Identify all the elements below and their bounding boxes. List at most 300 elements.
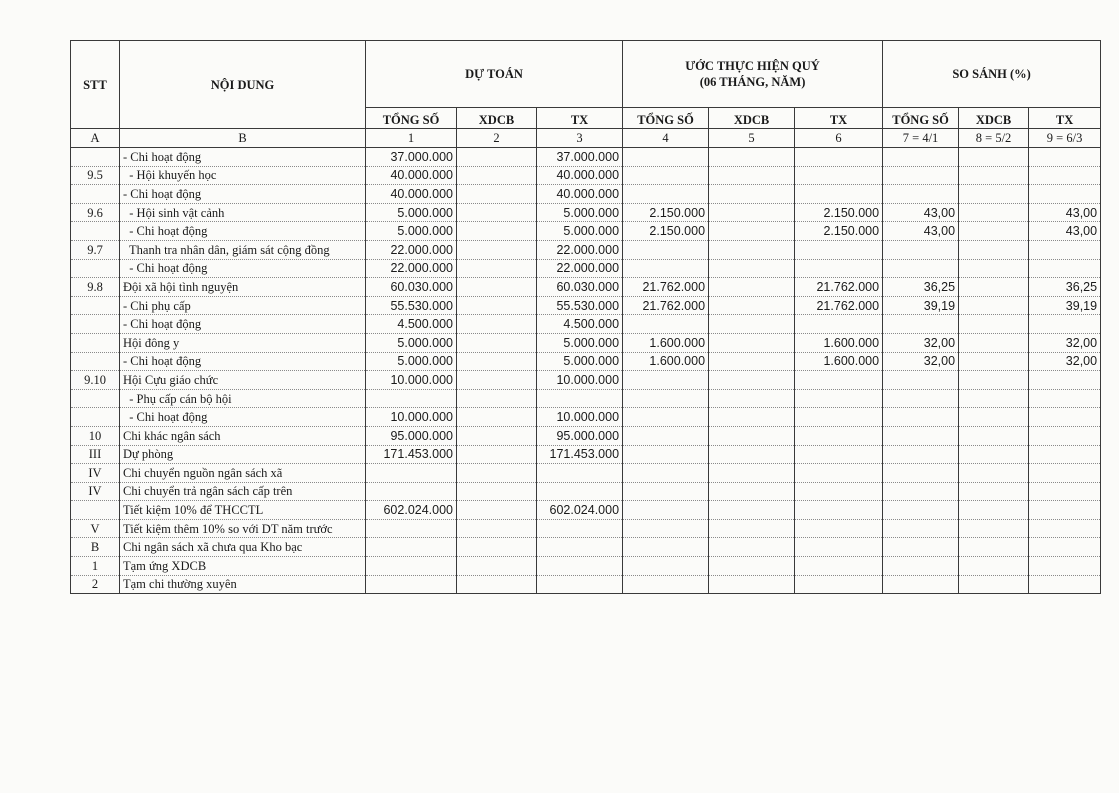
cell-so-sanh-xdcb bbox=[959, 352, 1029, 371]
cell-so-sanh-xdcb bbox=[959, 464, 1029, 483]
cell-so-sanh-tx bbox=[1029, 259, 1101, 278]
cell-du-toan-tx: 55.530.000 bbox=[537, 296, 623, 315]
cell-du-toan-xdcb bbox=[457, 278, 537, 297]
index-cell: 1 bbox=[366, 129, 457, 148]
cell-noi-dung: Chi ngân sách xã chưa qua Kho bạc bbox=[120, 538, 366, 557]
cell-so-sanh-tong-so bbox=[883, 259, 959, 278]
cell-so-sanh-tx bbox=[1029, 482, 1101, 501]
cell-so-sanh-tong-so bbox=[883, 371, 959, 390]
cell-uoc-tx: 2.150.000 bbox=[795, 203, 883, 222]
cell-uoc-tx bbox=[795, 185, 883, 204]
cell-noi-dung: Thanh tra nhân dân, giám sát cộng đồng bbox=[120, 240, 366, 259]
cell-uoc-xdcb bbox=[709, 148, 795, 167]
cell-so-sanh-tx bbox=[1029, 148, 1101, 167]
cell-so-sanh-xdcb bbox=[959, 538, 1029, 557]
cell-so-sanh-tong-so bbox=[883, 464, 959, 483]
cell-uoc-tx bbox=[795, 557, 883, 576]
table-row bbox=[71, 333, 1101, 352]
cell-du-toan-tx bbox=[537, 519, 623, 538]
cell-uoc-tx bbox=[795, 166, 883, 185]
cell-uoc-xdcb bbox=[709, 222, 795, 241]
cell-noi-dung: Chi chuyển nguồn ngân sách xã bbox=[120, 464, 366, 483]
cell-du-toan-xdcb bbox=[457, 426, 537, 445]
cell-so-sanh-tx bbox=[1029, 408, 1101, 427]
cell-noi-dung: Chi khác ngân sách bbox=[120, 426, 366, 445]
cell-so-sanh-tx bbox=[1029, 185, 1101, 204]
cell-uoc-tx bbox=[795, 519, 883, 538]
cell-du-toan-tong-so bbox=[366, 538, 457, 557]
table-row bbox=[71, 278, 1101, 297]
header-uoc-line1: ƯỚC THỰC HIỆN QUÝ bbox=[685, 59, 820, 73]
cell-uoc-tong-so bbox=[623, 259, 709, 278]
cell-stt bbox=[71, 222, 120, 241]
cell-uoc-tx: 1.600.000 bbox=[795, 333, 883, 352]
cell-so-sanh-tx bbox=[1029, 464, 1101, 483]
cell-du-toan-tx bbox=[537, 538, 623, 557]
subheader-du-toan-tx: TX bbox=[537, 108, 623, 129]
cell-du-toan-tx: 5.000.000 bbox=[537, 222, 623, 241]
column-index-row bbox=[71, 129, 1101, 148]
index-cell: 2 bbox=[457, 129, 537, 148]
header-uoc-thuc-hien bbox=[623, 41, 883, 108]
cell-du-toan-xdcb bbox=[457, 445, 537, 464]
cell-du-toan-xdcb bbox=[457, 575, 537, 594]
cell-so-sanh-tong-so bbox=[883, 575, 959, 594]
cell-noi-dung: - Hội sinh vật cảnh bbox=[120, 203, 366, 222]
cell-uoc-tx bbox=[795, 482, 883, 501]
cell-so-sanh-tong-so bbox=[883, 408, 959, 427]
table-row bbox=[71, 371, 1101, 390]
cell-uoc-xdcb bbox=[709, 240, 795, 259]
cell-uoc-tx bbox=[795, 315, 883, 334]
subheader-so-sanh-tong-so: TỔNG SỐ bbox=[883, 108, 959, 129]
cell-uoc-xdcb bbox=[709, 315, 795, 334]
cell-stt bbox=[71, 315, 120, 334]
table-row bbox=[71, 575, 1101, 594]
index-cell: 6 bbox=[795, 129, 883, 148]
cell-du-toan-xdcb bbox=[457, 482, 537, 501]
cell-du-toan-xdcb bbox=[457, 259, 537, 278]
cell-uoc-tong-so bbox=[623, 519, 709, 538]
cell-uoc-xdcb bbox=[709, 259, 795, 278]
cell-noi-dung: Tiết kiệm thêm 10% so với DT năm trước bbox=[120, 519, 366, 538]
cell-stt: V bbox=[71, 519, 120, 538]
cell-so-sanh-tx bbox=[1029, 575, 1101, 594]
table-row bbox=[71, 315, 1101, 334]
table-row bbox=[71, 166, 1101, 185]
cell-du-toan-xdcb bbox=[457, 352, 537, 371]
cell-du-toan-tong-so: 4.500.000 bbox=[366, 315, 457, 334]
cell-du-toan-xdcb bbox=[457, 501, 537, 520]
cell-so-sanh-xdcb bbox=[959, 408, 1029, 427]
cell-uoc-tong-so bbox=[623, 445, 709, 464]
table-row bbox=[71, 408, 1101, 427]
cell-du-toan-tx bbox=[537, 557, 623, 576]
cell-noi-dung: - Chi hoạt động bbox=[120, 148, 366, 167]
cell-uoc-tong-so: 2.150.000 bbox=[623, 203, 709, 222]
cell-uoc-tong-so bbox=[623, 315, 709, 334]
table-row bbox=[71, 501, 1101, 520]
cell-uoc-tx: 1.600.000 bbox=[795, 352, 883, 371]
table-row bbox=[71, 464, 1101, 483]
cell-so-sanh-xdcb bbox=[959, 185, 1029, 204]
cell-noi-dung: - Chi phụ cấp bbox=[120, 296, 366, 315]
index-cell: 8 = 5/2 bbox=[959, 129, 1029, 148]
cell-uoc-tong-so: 2.150.000 bbox=[623, 222, 709, 241]
cell-du-toan-xdcb bbox=[457, 464, 537, 483]
cell-uoc-xdcb bbox=[709, 203, 795, 222]
cell-so-sanh-xdcb bbox=[959, 315, 1029, 334]
cell-so-sanh-tx: 36,25 bbox=[1029, 278, 1101, 297]
cell-du-toan-tx: 22.000.000 bbox=[537, 259, 623, 278]
cell-so-sanh-tx bbox=[1029, 371, 1101, 390]
cell-uoc-xdcb bbox=[709, 352, 795, 371]
cell-uoc-tong-so bbox=[623, 538, 709, 557]
cell-du-toan-tong-so: 5.000.000 bbox=[366, 352, 457, 371]
cell-uoc-tx bbox=[795, 259, 883, 278]
cell-du-toan-tong-so bbox=[366, 464, 457, 483]
cell-uoc-tong-so bbox=[623, 166, 709, 185]
table-row bbox=[71, 389, 1101, 408]
cell-du-toan-tx: 95.000.000 bbox=[537, 426, 623, 445]
cell-uoc-xdcb bbox=[709, 333, 795, 352]
cell-uoc-tx bbox=[795, 501, 883, 520]
cell-so-sanh-tx: 43,00 bbox=[1029, 203, 1101, 222]
cell-du-toan-tx: 60.030.000 bbox=[537, 278, 623, 297]
cell-du-toan-tong-so: 171.453.000 bbox=[366, 445, 457, 464]
cell-so-sanh-xdcb bbox=[959, 278, 1029, 297]
table-row bbox=[71, 203, 1101, 222]
cell-so-sanh-xdcb bbox=[959, 371, 1029, 390]
cell-noi-dung: Chi chuyển trả ngân sách cấp trên bbox=[120, 482, 366, 501]
cell-du-toan-tong-so: 37.000.000 bbox=[366, 148, 457, 167]
cell-du-toan-xdcb bbox=[457, 389, 537, 408]
cell-du-toan-tx bbox=[537, 575, 623, 594]
cell-noi-dung: Hội đông y bbox=[120, 333, 366, 352]
cell-so-sanh-xdcb bbox=[959, 203, 1029, 222]
cell-du-toan-tong-so: 95.000.000 bbox=[366, 426, 457, 445]
cell-uoc-xdcb bbox=[709, 445, 795, 464]
cell-so-sanh-xdcb bbox=[959, 575, 1029, 594]
cell-noi-dung: - Phụ cấp cán bộ hội bbox=[120, 389, 366, 408]
cell-du-toan-tong-so bbox=[366, 482, 457, 501]
cell-du-toan-xdcb bbox=[457, 315, 537, 334]
cell-so-sanh-tx bbox=[1029, 315, 1101, 334]
cell-stt bbox=[71, 148, 120, 167]
cell-so-sanh-xdcb bbox=[959, 482, 1029, 501]
cell-stt: 9.6 bbox=[71, 203, 120, 222]
cell-du-toan-tx: 5.000.000 bbox=[537, 203, 623, 222]
cell-stt: 10 bbox=[71, 426, 120, 445]
cell-so-sanh-tong-so bbox=[883, 426, 959, 445]
table-row bbox=[71, 538, 1101, 557]
cell-noi-dung: - Chi hoạt động bbox=[120, 222, 366, 241]
cell-so-sanh-xdcb bbox=[959, 259, 1029, 278]
cell-uoc-tx: 21.762.000 bbox=[795, 278, 883, 297]
cell-uoc-xdcb bbox=[709, 296, 795, 315]
index-cell: 9 = 6/3 bbox=[1029, 129, 1101, 148]
cell-so-sanh-xdcb bbox=[959, 445, 1029, 464]
cell-du-toan-tong-so: 5.000.000 bbox=[366, 333, 457, 352]
cell-stt: 9.10 bbox=[71, 371, 120, 390]
cell-so-sanh-xdcb bbox=[959, 389, 1029, 408]
cell-stt: III bbox=[71, 445, 120, 464]
subheader-uoc-xdcb: XDCB bbox=[709, 108, 795, 129]
cell-du-toan-tx: 5.000.000 bbox=[537, 352, 623, 371]
table-row bbox=[71, 296, 1101, 315]
subheader-du-toan-xdcb: XDCB bbox=[457, 108, 537, 129]
cell-uoc-tong-so: 1.600.000 bbox=[623, 352, 709, 371]
cell-so-sanh-xdcb bbox=[959, 426, 1029, 445]
cell-so-sanh-tong-so bbox=[883, 482, 959, 501]
cell-noi-dung: Hội Cựu giáo chức bbox=[120, 371, 366, 390]
cell-uoc-xdcb bbox=[709, 557, 795, 576]
table-row bbox=[71, 185, 1101, 204]
table-row bbox=[71, 426, 1101, 445]
table-row bbox=[71, 240, 1101, 259]
cell-uoc-xdcb bbox=[709, 185, 795, 204]
cell-uoc-xdcb bbox=[709, 538, 795, 557]
cell-du-toan-tong-so: 10.000.000 bbox=[366, 408, 457, 427]
cell-du-toan-tx: 10.000.000 bbox=[537, 408, 623, 427]
index-cell: 7 = 4/1 bbox=[883, 129, 959, 148]
cell-uoc-tong-so bbox=[623, 482, 709, 501]
cell-noi-dung: - Hội khuyến học bbox=[120, 166, 366, 185]
cell-du-toan-xdcb bbox=[457, 538, 537, 557]
cell-du-toan-xdcb bbox=[457, 240, 537, 259]
cell-noi-dung: - Chi hoạt động bbox=[120, 185, 366, 204]
cell-so-sanh-xdcb bbox=[959, 296, 1029, 315]
cell-uoc-xdcb bbox=[709, 575, 795, 594]
cell-du-toan-tx bbox=[537, 482, 623, 501]
cell-noi-dung: Đội xã hội tình nguyện bbox=[120, 278, 366, 297]
cell-uoc-tong-so bbox=[623, 426, 709, 445]
cell-du-toan-tx: 40.000.000 bbox=[537, 185, 623, 204]
subheader-uoc-tx: TX bbox=[795, 108, 883, 129]
cell-so-sanh-tong-so bbox=[883, 519, 959, 538]
subheader-so-sanh-tx: TX bbox=[1029, 108, 1101, 129]
cell-uoc-tx bbox=[795, 371, 883, 390]
cell-so-sanh-xdcb bbox=[959, 333, 1029, 352]
cell-uoc-tx bbox=[795, 408, 883, 427]
cell-du-toan-xdcb bbox=[457, 557, 537, 576]
cell-so-sanh-tong-so bbox=[883, 557, 959, 576]
index-cell: A bbox=[71, 129, 120, 148]
header-stt: STT bbox=[71, 41, 120, 129]
cell-du-toan-tong-so bbox=[366, 557, 457, 576]
cell-uoc-tx bbox=[795, 426, 883, 445]
cell-du-toan-tong-so: 10.000.000 bbox=[366, 371, 457, 390]
table-row bbox=[71, 482, 1101, 501]
cell-so-sanh-tx: 32,00 bbox=[1029, 333, 1101, 352]
cell-noi-dung: - Chi hoạt động bbox=[120, 259, 366, 278]
cell-uoc-xdcb bbox=[709, 408, 795, 427]
cell-stt bbox=[71, 296, 120, 315]
cell-uoc-xdcb bbox=[709, 426, 795, 445]
cell-so-sanh-tong-so: 32,00 bbox=[883, 352, 959, 371]
cell-so-sanh-tx bbox=[1029, 426, 1101, 445]
header-uoc-line2: (06 THÁNG, NĂM) bbox=[699, 75, 806, 89]
cell-noi-dung: - Chi hoạt động bbox=[120, 408, 366, 427]
cell-stt: IV bbox=[71, 482, 120, 501]
cell-so-sanh-xdcb bbox=[959, 557, 1029, 576]
cell-stt bbox=[71, 389, 120, 408]
cell-du-toan-tx: 4.500.000 bbox=[537, 315, 623, 334]
cell-so-sanh-tx bbox=[1029, 557, 1101, 576]
cell-so-sanh-tx: 39,19 bbox=[1029, 296, 1101, 315]
cell-so-sanh-tx bbox=[1029, 501, 1101, 520]
table-row bbox=[71, 222, 1101, 241]
cell-uoc-tong-so bbox=[623, 148, 709, 167]
cell-stt bbox=[71, 352, 120, 371]
subheader-so-sanh-xdcb: XDCB bbox=[959, 108, 1029, 129]
cell-so-sanh-tong-so bbox=[883, 166, 959, 185]
cell-stt: 9.5 bbox=[71, 166, 120, 185]
cell-uoc-tong-so bbox=[623, 575, 709, 594]
cell-noi-dung: - Chi hoạt động bbox=[120, 352, 366, 371]
cell-du-toan-tong-so: 22.000.000 bbox=[366, 240, 457, 259]
header-du-toan: DỰ TOÁN bbox=[366, 41, 623, 108]
cell-du-toan-xdcb bbox=[457, 519, 537, 538]
cell-du-toan-xdcb bbox=[457, 166, 537, 185]
table-body bbox=[71, 148, 1101, 594]
cell-du-toan-xdcb bbox=[457, 222, 537, 241]
cell-so-sanh-tong-so: 39,19 bbox=[883, 296, 959, 315]
cell-du-toan-tong-so: 602.024.000 bbox=[366, 501, 457, 520]
cell-noi-dung: Tạm ứng XDCB bbox=[120, 557, 366, 576]
cell-du-toan-xdcb bbox=[457, 296, 537, 315]
index-cell: 5 bbox=[709, 129, 795, 148]
cell-uoc-tong-so bbox=[623, 185, 709, 204]
index-cell: B bbox=[120, 129, 366, 148]
cell-du-toan-xdcb bbox=[457, 371, 537, 390]
cell-stt: 9.8 bbox=[71, 278, 120, 297]
cell-so-sanh-xdcb bbox=[959, 166, 1029, 185]
cell-uoc-tong-so bbox=[623, 408, 709, 427]
cell-uoc-tx bbox=[795, 538, 883, 557]
cell-uoc-tong-so: 21.762.000 bbox=[623, 278, 709, 297]
cell-uoc-tong-so bbox=[623, 464, 709, 483]
cell-so-sanh-tong-so bbox=[883, 240, 959, 259]
table-row bbox=[71, 557, 1101, 576]
cell-noi-dung: Tiết kiệm 10% để THCCTL bbox=[120, 501, 366, 520]
cell-uoc-xdcb bbox=[709, 519, 795, 538]
cell-so-sanh-tong-so: 32,00 bbox=[883, 333, 959, 352]
cell-noi-dung: Dự phòng bbox=[120, 445, 366, 464]
cell-so-sanh-tong-so bbox=[883, 538, 959, 557]
cell-du-toan-tong-so: 60.030.000 bbox=[366, 278, 457, 297]
cell-du-toan-tx: 171.453.000 bbox=[537, 445, 623, 464]
cell-so-sanh-tong-so: 43,00 bbox=[883, 203, 959, 222]
cell-uoc-tong-so: 21.762.000 bbox=[623, 296, 709, 315]
cell-du-toan-tx: 5.000.000 bbox=[537, 333, 623, 352]
cell-uoc-xdcb bbox=[709, 389, 795, 408]
cell-uoc-tx bbox=[795, 148, 883, 167]
cell-stt: 1 bbox=[71, 557, 120, 576]
cell-du-toan-tx: 10.000.000 bbox=[537, 371, 623, 390]
cell-so-sanh-tong-so bbox=[883, 389, 959, 408]
cell-stt: 2 bbox=[71, 575, 120, 594]
cell-du-toan-xdcb bbox=[457, 203, 537, 222]
cell-so-sanh-xdcb bbox=[959, 148, 1029, 167]
cell-du-toan-tx bbox=[537, 464, 623, 483]
budget-table bbox=[70, 40, 1101, 594]
header-so-sanh: SO SÁNH (%) bbox=[883, 41, 1101, 108]
cell-uoc-tong-so: 1.600.000 bbox=[623, 333, 709, 352]
budget-sheet bbox=[70, 40, 1100, 594]
cell-stt bbox=[71, 408, 120, 427]
cell-stt: IV bbox=[71, 464, 120, 483]
subheader-uoc-tong-so: TỔNG SỐ bbox=[623, 108, 709, 129]
cell-stt: B bbox=[71, 538, 120, 557]
cell-uoc-tx bbox=[795, 240, 883, 259]
cell-uoc-tong-so bbox=[623, 389, 709, 408]
cell-du-toan-tx: 37.000.000 bbox=[537, 148, 623, 167]
cell-uoc-tx bbox=[795, 389, 883, 408]
cell-uoc-xdcb bbox=[709, 166, 795, 185]
cell-so-sanh-tx bbox=[1029, 240, 1101, 259]
cell-du-toan-tx: 40.000.000 bbox=[537, 166, 623, 185]
table-row bbox=[71, 352, 1101, 371]
cell-du-toan-xdcb bbox=[457, 408, 537, 427]
cell-stt bbox=[71, 259, 120, 278]
cell-uoc-tong-so bbox=[623, 557, 709, 576]
cell-uoc-xdcb bbox=[709, 501, 795, 520]
cell-so-sanh-tx bbox=[1029, 389, 1101, 408]
cell-du-toan-xdcb bbox=[457, 185, 537, 204]
cell-so-sanh-tx: 32,00 bbox=[1029, 352, 1101, 371]
cell-du-toan-tong-so: 40.000.000 bbox=[366, 185, 457, 204]
cell-so-sanh-tx bbox=[1029, 538, 1101, 557]
cell-noi-dung: Tạm chi thường xuyên bbox=[120, 575, 366, 594]
cell-so-sanh-xdcb bbox=[959, 222, 1029, 241]
cell-du-toan-tx bbox=[537, 389, 623, 408]
cell-stt bbox=[71, 501, 120, 520]
index-cell: 4 bbox=[623, 129, 709, 148]
cell-so-sanh-tong-so bbox=[883, 315, 959, 334]
cell-so-sanh-tx bbox=[1029, 166, 1101, 185]
cell-du-toan-tong-so bbox=[366, 575, 457, 594]
cell-so-sanh-xdcb bbox=[959, 240, 1029, 259]
cell-noi-dung: - Chi hoạt động bbox=[120, 315, 366, 334]
cell-du-toan-tong-so: 22.000.000 bbox=[366, 259, 457, 278]
cell-du-toan-tx: 22.000.000 bbox=[537, 240, 623, 259]
cell-du-toan-tong-so bbox=[366, 389, 457, 408]
cell-du-toan-xdcb bbox=[457, 333, 537, 352]
cell-uoc-tong-so bbox=[623, 501, 709, 520]
cell-du-toan-tong-so: 5.000.000 bbox=[366, 222, 457, 241]
cell-so-sanh-tx: 43,00 bbox=[1029, 222, 1101, 241]
cell-du-toan-tx: 602.024.000 bbox=[537, 501, 623, 520]
cell-so-sanh-tong-so: 36,25 bbox=[883, 278, 959, 297]
table-row bbox=[71, 148, 1101, 167]
index-cell: 3 bbox=[537, 129, 623, 148]
cell-du-toan-xdcb bbox=[457, 148, 537, 167]
cell-uoc-xdcb bbox=[709, 371, 795, 390]
cell-uoc-tong-so bbox=[623, 240, 709, 259]
cell-so-sanh-tx bbox=[1029, 519, 1101, 538]
cell-uoc-tx bbox=[795, 575, 883, 594]
cell-so-sanh-xdcb bbox=[959, 501, 1029, 520]
cell-uoc-tx bbox=[795, 445, 883, 464]
subheader-du-toan-tong-so: TỔNG SỐ bbox=[366, 108, 457, 129]
cell-du-toan-tong-so: 40.000.000 bbox=[366, 166, 457, 185]
cell-uoc-tx: 21.762.000 bbox=[795, 296, 883, 315]
cell-uoc-xdcb bbox=[709, 278, 795, 297]
cell-uoc-xdcb bbox=[709, 464, 795, 483]
table-row bbox=[71, 259, 1101, 278]
cell-so-sanh-xdcb bbox=[959, 519, 1029, 538]
